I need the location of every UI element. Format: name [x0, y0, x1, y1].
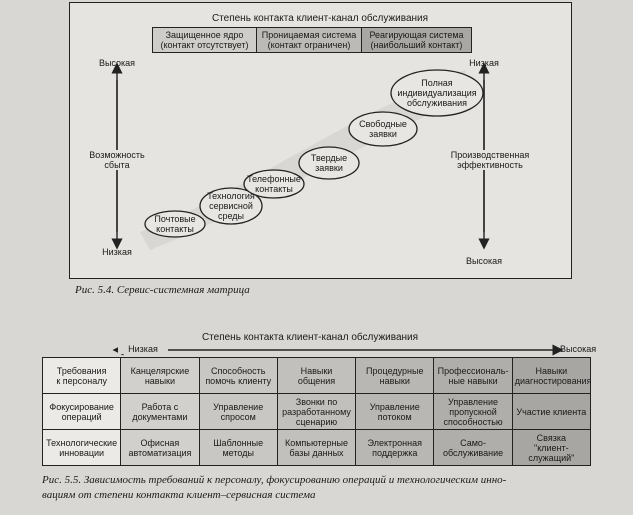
table-row	[43, 394, 591, 430]
right-axis-high: Высокая	[465, 256, 503, 266]
left-axis-label: Возможность сбыта	[80, 150, 154, 170]
left-axis-high: Высокая	[98, 58, 136, 68]
table-title: Степень контакта клиент-канал обслуживания	[201, 332, 419, 343]
table-axis-high: Высокая	[560, 344, 597, 354]
left-axis-low: Низкая	[102, 247, 132, 257]
header-cell-protected-core: Защищенное ядро (контакт отсутствует)	[152, 27, 257, 53]
table-cell: Электронная поддержка	[356, 430, 434, 466]
table-cell: Способность помочь клиенту	[199, 358, 277, 394]
table-cell: Компьютерные базы данных	[277, 430, 355, 466]
table-cell: Управление пропускной способностью	[434, 394, 512, 430]
table-axis-low: Низкая	[118, 344, 168, 354]
dependency-table	[42, 357, 591, 466]
table-cell: Фокусирование операций	[43, 394, 121, 430]
header-cell-reactive-system: Реагирующая система (наибольший контакт)	[362, 27, 472, 53]
right-axis-low: Низкая	[469, 58, 499, 68]
table-cell: Звонки по разработанному сценарию	[277, 394, 355, 430]
table-cell: Процедурные навыки	[356, 358, 434, 394]
table-cell: Управление потоком	[356, 394, 434, 430]
table-cell: Офисная автоматизация	[121, 430, 199, 466]
table-cell: Канцелярские навыки	[121, 358, 199, 394]
ellipse-label-firm: Твердые заявки	[310, 153, 348, 173]
table-row	[43, 430, 591, 466]
table-cell: Участие клиента	[512, 394, 590, 430]
table-cell: Технологические инновации	[43, 430, 121, 466]
table-row	[43, 358, 591, 394]
right-axis-label: Производственная эффективность	[448, 150, 532, 170]
table-cell: Связка "клиент-служащий"	[512, 430, 590, 466]
figure-5-5-caption-line2: вациям от степени контакта клиент–сервисная система	[42, 489, 316, 501]
figure-5-5-caption-line1: Рис. 5.5. Зависимость требований к персоналу, фокусированию операций и технологическим инно-	[42, 474, 507, 486]
ellipse-label-full: Полная индивидуализация обслуживания	[397, 78, 477, 108]
figure-5-4-caption: Рис. 5.4. Сервис-системная матрица	[75, 284, 250, 296]
table-cell: Работа с документами	[121, 394, 199, 430]
table-cell: Навыки общения	[277, 358, 355, 394]
ellipse-label-phone: Телефонные контакты	[247, 174, 301, 194]
header-cell-permeable-system: Проницаемая система (контакт ограничен)	[257, 27, 362, 53]
table-cell: Шаблонные методы	[199, 430, 277, 466]
ellipse-label-service-tech: Технология сервисной среды	[207, 191, 255, 221]
table-cell: Управление спросом	[199, 394, 277, 430]
ellipse-label-mail: Почтовые контакты	[154, 214, 196, 234]
table-cell: Навыки диагностирования	[512, 358, 590, 394]
table-cell: Требования к персоналу	[43, 358, 121, 394]
table-cell: Само- обслуживание	[434, 430, 512, 466]
matrix-title: Степень контакта клиент-канал обслуживания	[211, 13, 429, 24]
ellipse-label-free: Свободные заявки	[359, 119, 407, 139]
table-cell: Профессиональ- ные навыки	[434, 358, 512, 394]
